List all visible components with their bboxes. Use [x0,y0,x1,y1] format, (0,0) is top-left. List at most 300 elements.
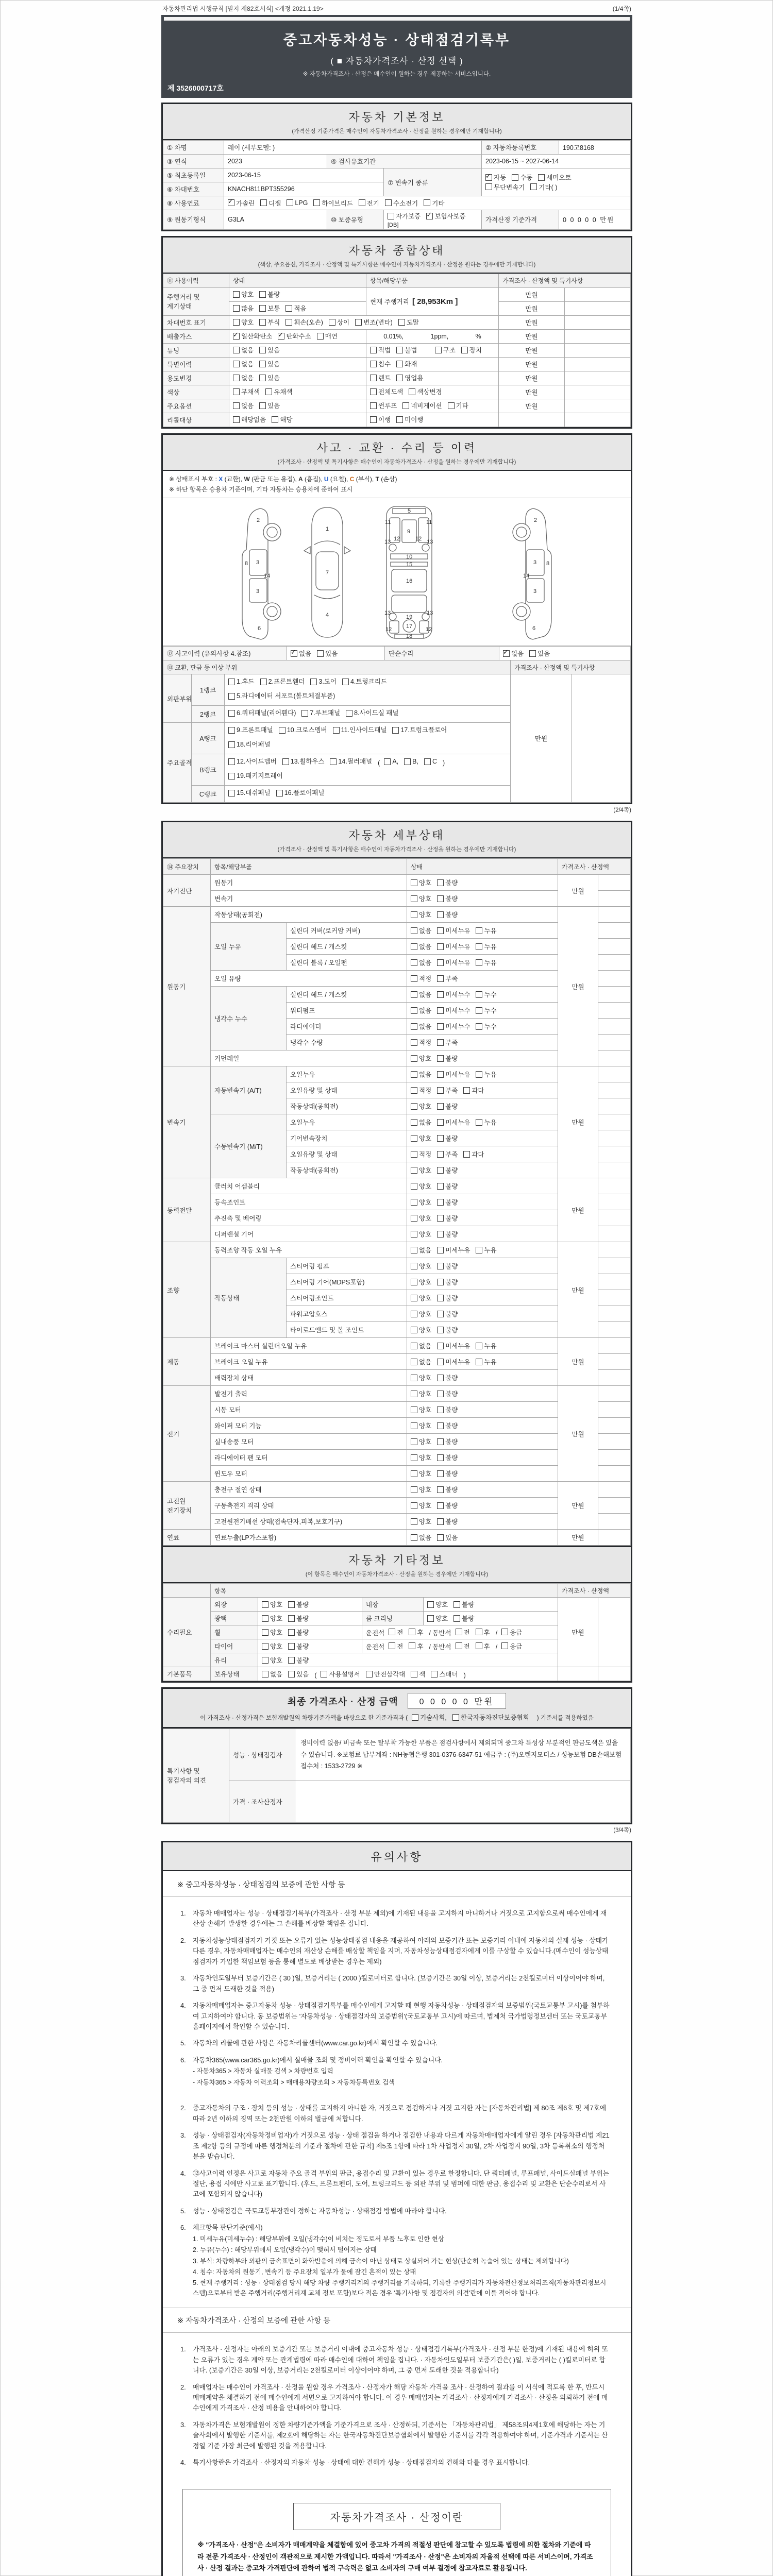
checkbox[interactable] [411,1518,417,1525]
checkbox-option[interactable] [411,1054,431,1063]
checkbox[interactable] [501,1642,508,1649]
checkbox-option[interactable] [476,1006,496,1015]
checkbox-option[interactable] [228,198,255,208]
checkbox[interactable] [329,319,335,326]
checkbox[interactable] [424,758,431,765]
checkbox-option[interactable] [321,1669,360,1679]
checkbox[interactable] [285,305,292,312]
checkbox-option[interactable] [329,317,349,327]
checkbox[interactable] [402,402,409,409]
checkbox[interactable] [411,1055,417,1062]
checkbox-option[interactable] [411,1309,431,1318]
checkbox-option[interactable] [233,331,272,341]
checkbox[interactable] [276,790,283,796]
checkbox-option[interactable] [262,1655,282,1665]
checkbox[interactable] [411,1359,417,1365]
checkbox-option[interactable] [476,958,496,967]
checkbox-option[interactable] [310,675,337,688]
checkbox[interactable] [411,879,417,886]
checkbox-option[interactable] [411,1133,431,1143]
checkbox[interactable] [228,758,235,765]
checkbox[interactable] [426,213,433,219]
checkbox[interactable] [346,710,352,717]
checkbox[interactable] [411,1422,417,1429]
checkbox-option[interactable] [279,724,327,737]
checkbox-option[interactable] [437,1197,458,1207]
checkbox[interactable] [437,1279,444,1285]
checkbox-option[interactable] [411,1277,431,1286]
checkbox-option[interactable] [437,1341,470,1350]
checkbox-option[interactable] [437,1261,458,1270]
checkbox-option[interactable] [409,387,442,396]
checkbox[interactable] [476,1247,482,1253]
checkbox[interactable] [385,199,392,206]
checkbox[interactable] [259,375,266,381]
checkbox-option[interactable] [359,198,379,208]
checkbox-option[interactable] [437,990,470,999]
checkbox[interactable] [411,1247,417,1253]
checkbox-option[interactable] [476,942,496,951]
checkbox[interactable] [355,319,362,326]
checkbox[interactable] [233,361,240,367]
checkbox-option[interactable] [291,649,311,658]
checkbox[interactable] [476,991,482,998]
checkbox-option[interactable] [476,1245,496,1255]
checkbox-option[interactable] [411,1533,431,1542]
checkbox-option[interactable] [233,401,254,410]
checkbox-option[interactable] [424,198,444,208]
checkbox[interactable] [310,679,317,685]
checkbox[interactable] [411,1119,417,1126]
checkbox[interactable] [411,1470,417,1477]
checkbox[interactable] [233,291,240,298]
checkbox-option[interactable] [301,707,340,720]
checkbox-option[interactable] [228,707,296,720]
checkbox-option[interactable] [476,1357,496,1366]
checkbox-option[interactable] [437,1293,458,1302]
checkbox-option[interactable] [288,1655,309,1665]
checkbox-option[interactable] [288,1669,309,1679]
checkbox[interactable] [453,1615,460,1622]
checkbox-option[interactable] [435,345,456,354]
checkbox[interactable] [282,758,289,765]
checkbox-option[interactable] [411,1149,431,1159]
checkbox[interactable] [437,1023,444,1030]
checkbox-option[interactable] [411,1086,431,1095]
checkbox[interactable] [452,1714,459,1721]
checkbox[interactable] [476,1007,482,1014]
checkbox-option[interactable] [233,373,254,382]
checkbox[interactable] [389,1642,395,1649]
checkbox[interactable] [285,319,292,326]
checkbox[interactable] [233,375,240,381]
checkbox[interactable] [396,347,403,353]
checkbox[interactable] [262,1657,268,1664]
checkbox[interactable] [485,174,492,181]
checkbox[interactable] [437,1055,444,1062]
checkbox-option[interactable] [437,1165,458,1175]
checkbox[interactable] [411,895,417,902]
checkbox-option[interactable] [370,387,403,396]
checkbox-option[interactable] [476,1341,496,1350]
checkbox-option[interactable] [342,675,387,688]
checkbox-option[interactable] [512,173,532,182]
checkbox-option[interactable] [437,894,458,903]
checkbox-option[interactable] [333,724,387,737]
checkbox[interactable] [431,1671,438,1677]
checkbox[interactable] [437,1007,444,1014]
checkbox[interactable] [437,943,444,950]
checkbox-option[interactable] [437,1149,458,1159]
checkbox-option[interactable] [476,1070,496,1079]
checkbox-option[interactable] [370,359,391,368]
checkbox-option[interactable] [411,1101,431,1111]
checkbox[interactable] [411,1406,417,1413]
checkbox-option[interactable] [272,415,292,424]
checkbox-option[interactable] [388,211,421,221]
checkbox[interactable] [529,650,536,657]
checkbox-option[interactable] [411,1405,431,1414]
checkbox[interactable] [321,1671,327,1677]
checkbox-option[interactable] [411,958,431,967]
checkbox[interactable] [228,741,235,748]
checkbox[interactable] [411,1103,417,1110]
checkbox[interactable] [301,710,308,717]
checkbox[interactable] [411,927,417,934]
checkbox-option[interactable] [437,1054,458,1063]
checkbox[interactable] [288,1671,295,1677]
checkbox[interactable] [259,402,266,409]
checkbox-option[interactable] [411,1325,431,1334]
checkbox[interactable] [448,402,455,409]
checkbox-option[interactable] [411,1421,431,1430]
checkbox-option[interactable] [288,1628,309,1637]
checkbox[interactable] [411,1486,417,1493]
checkbox[interactable] [538,174,545,181]
checkbox-option[interactable] [529,649,550,658]
checkbox-option[interactable] [411,974,431,983]
checkbox-option[interactable] [437,1070,470,1079]
checkbox[interactable] [461,347,468,353]
checkbox-option[interactable] [427,1600,448,1609]
checkbox[interactable] [411,1039,417,1046]
checkbox-option[interactable] [411,878,431,887]
checkbox[interactable] [228,199,234,206]
checkbox-option[interactable] [501,1641,522,1651]
checkbox-option[interactable] [437,1277,458,1286]
checkbox-option[interactable] [409,1641,423,1651]
checkbox[interactable] [437,1486,444,1493]
checkbox-option[interactable] [317,649,338,658]
checkbox[interactable] [463,1151,470,1158]
checkbox[interactable] [409,1642,415,1649]
checkbox[interactable] [278,333,284,340]
checkbox-option[interactable] [282,755,325,768]
checkbox-option[interactable] [431,1669,458,1679]
checkbox-option[interactable] [437,926,470,935]
checkbox-option[interactable] [411,894,431,903]
checkbox[interactable] [370,347,377,353]
checkbox[interactable] [437,1103,444,1110]
checkbox[interactable] [396,375,403,381]
checkbox[interactable] [411,1311,417,1317]
checkbox[interactable] [411,1327,417,1333]
checkbox[interactable] [435,347,442,353]
checkbox[interactable] [291,650,297,657]
checkbox-option[interactable] [476,1022,496,1031]
checkbox-option[interactable] [437,1421,458,1430]
checkbox[interactable] [409,1629,415,1635]
checkbox[interactable] [437,879,444,886]
checkbox-option[interactable] [396,345,417,354]
checkbox-option[interactable] [437,1485,458,1494]
checkbox-option[interactable] [276,787,325,800]
checkbox[interactable] [411,1502,417,1509]
checkbox[interactable] [366,1671,373,1677]
checkbox-option[interactable] [370,345,391,354]
checkbox[interactable] [259,319,266,326]
checkbox-option[interactable] [411,1245,431,1255]
checkbox-option[interactable] [411,1213,431,1223]
checkbox[interactable] [228,679,235,685]
checkbox-option[interactable] [228,770,283,783]
checkbox[interactable] [437,1247,444,1253]
checkbox[interactable] [476,1359,482,1365]
checkbox-option[interactable] [463,1149,484,1159]
checkbox-option[interactable] [437,974,458,983]
checkbox-option[interactable] [411,1357,431,1366]
checkbox[interactable] [233,347,240,353]
checkbox[interactable] [411,1071,417,1078]
checkbox[interactable] [411,943,417,950]
checkbox[interactable] [437,1311,444,1317]
checkbox-option[interactable] [452,1713,529,1722]
checkbox-option[interactable] [437,942,470,951]
checkbox-option[interactable] [396,373,423,382]
checkbox-option[interactable] [259,401,280,410]
checkbox[interactable] [453,1601,460,1608]
checkbox-option[interactable] [366,1669,405,1679]
checkbox-option[interactable] [233,303,254,313]
checkbox-option[interactable] [288,1614,309,1623]
checkbox[interactable] [437,1343,444,1349]
checkbox-option[interactable] [411,1229,431,1239]
checkbox-option[interactable] [463,1086,484,1095]
checkbox[interactable] [456,1642,462,1649]
checkbox-option[interactable] [411,1006,431,1015]
checkbox-option[interactable] [411,1373,431,1382]
checkbox-option[interactable] [411,1341,431,1350]
checkbox[interactable] [259,291,266,298]
checkbox[interactable] [437,959,444,966]
checkbox[interactable] [476,1119,482,1126]
checkbox-option[interactable] [411,1293,431,1302]
checkbox[interactable] [233,333,240,340]
checkbox-option[interactable] [370,415,391,424]
checkbox[interactable] [437,1391,444,1397]
checkbox[interactable] [228,693,235,700]
checkbox[interactable] [404,758,411,765]
checkbox-option[interactable] [233,345,254,354]
checkbox-option[interactable] [437,1309,458,1318]
checkbox[interactable] [233,402,240,409]
checkbox-option[interactable] [411,1070,431,1079]
checkbox-option[interactable] [411,1501,431,1510]
checkbox-option[interactable] [437,1469,458,1478]
checkbox-option[interactable] [411,1485,431,1494]
checkbox[interactable] [476,1642,482,1649]
checkbox[interactable] [411,1167,417,1174]
checkbox-option[interactable] [259,359,280,368]
checkbox-option[interactable] [262,1628,282,1637]
checkbox[interactable] [456,1629,462,1635]
checkbox-option[interactable] [233,387,260,396]
checkbox-option[interactable] [265,387,292,396]
checkbox-option[interactable] [260,198,281,208]
checkbox-option[interactable] [262,1669,282,1679]
checkbox-option[interactable] [288,1641,309,1651]
checkbox-option[interactable] [437,1517,458,1526]
checkbox-option[interactable] [437,1086,458,1095]
checkbox-option[interactable] [411,1453,431,1462]
checkbox[interactable] [333,727,340,734]
checkbox-option[interactable] [317,331,338,341]
checkbox-option[interactable] [411,1181,431,1191]
checkbox[interactable] [279,727,285,734]
checkbox-option[interactable] [389,1628,403,1637]
checkbox-option[interactable] [461,345,482,354]
checkbox[interactable] [437,991,444,998]
checkbox[interactable] [437,975,444,982]
checkbox-option[interactable] [437,1245,470,1255]
checkbox[interactable] [503,650,510,657]
checkbox-option[interactable] [259,373,280,382]
checkbox[interactable] [437,1119,444,1126]
checkbox[interactable] [437,911,444,918]
checkbox-option[interactable] [453,1600,474,1609]
checkbox-option[interactable] [411,1437,431,1446]
checkbox-option[interactable] [396,359,417,368]
checkbox-option[interactable] [262,1600,282,1609]
checkbox[interactable] [370,361,377,367]
checkbox-option[interactable] [288,1600,309,1609]
checkbox[interactable] [411,975,417,982]
checkbox-option[interactable] [259,290,280,299]
checkbox-option[interactable] [485,173,506,182]
checkbox[interactable] [437,1135,444,1142]
checkbox[interactable] [411,1183,417,1190]
checkbox-option[interactable] [437,1357,470,1366]
checkbox-option[interactable] [437,1117,470,1127]
checkbox-option[interactable] [389,1641,403,1651]
checkbox[interactable] [411,911,417,918]
checkbox[interactable] [262,1615,268,1622]
checkbox-option[interactable] [411,1038,431,1047]
checkbox[interactable] [412,1714,418,1721]
checkbox-option[interactable] [411,1261,431,1270]
checkbox[interactable] [437,927,444,934]
checkbox[interactable] [370,402,377,409]
checkbox-option[interactable] [285,303,306,313]
checkbox-option[interactable] [538,173,571,182]
checkbox-option[interactable] [355,317,393,327]
checkbox[interactable] [411,1151,417,1158]
checkbox[interactable] [370,388,377,395]
checkbox-option[interactable] [233,317,254,327]
checkbox[interactable] [437,1438,444,1445]
checkbox[interactable] [370,375,377,381]
checkbox-option[interactable] [262,1614,282,1623]
checkbox-option[interactable] [259,345,280,354]
checkbox[interactable] [396,361,403,367]
checkbox[interactable] [288,1601,295,1608]
checkbox[interactable] [265,388,272,395]
checkbox-option[interactable] [453,1614,474,1623]
checkbox-option[interactable] [370,401,397,410]
checkbox[interactable] [427,1601,434,1608]
checkbox[interactable] [259,347,266,353]
checkbox[interactable] [476,1023,482,1030]
checkbox[interactable] [396,416,403,423]
checkbox-option[interactable] [233,290,254,299]
checkbox[interactable] [437,1518,444,1525]
checkbox[interactable] [411,1343,417,1349]
checkbox[interactable] [288,1657,295,1664]
checkbox-option[interactable] [228,675,255,688]
checkbox[interactable] [437,1167,444,1174]
checkbox-option[interactable] [437,1453,458,1462]
checkbox[interactable] [411,1087,417,1094]
checkbox-option[interactable] [437,1229,458,1239]
checkbox-option[interactable] [448,401,468,410]
checkbox-option[interactable] [437,1533,458,1542]
checkbox[interactable] [411,1671,417,1677]
checkbox-option[interactable] [404,755,418,768]
checkbox[interactable] [437,1199,444,1206]
checkbox-option[interactable] [385,198,418,208]
checkbox-option[interactable] [437,1501,458,1510]
checkbox-option[interactable] [396,415,423,424]
checkbox-option[interactable] [456,1628,470,1637]
checkbox[interactable] [476,1629,482,1635]
checkbox[interactable] [392,727,399,734]
checkbox-option[interactable] [262,1641,282,1651]
checkbox-option[interactable] [501,1628,522,1637]
checkbox[interactable] [260,679,267,685]
checkbox[interactable] [359,199,365,206]
checkbox[interactable] [437,1422,444,1429]
checkbox[interactable] [384,758,391,765]
checkbox[interactable] [437,1071,444,1078]
checkbox[interactable] [437,1534,444,1541]
checkbox-option[interactable] [476,926,496,935]
checkbox-option[interactable] [411,990,431,999]
checkbox-option[interactable] [437,1181,458,1191]
checkbox[interactable] [330,758,337,765]
checkbox-option[interactable] [411,1389,431,1398]
checkbox[interactable] [437,1327,444,1333]
checkbox-option[interactable] [285,317,323,327]
checkbox-option[interactable] [476,1117,496,1127]
checkbox[interactable] [424,199,430,206]
checkbox[interactable] [411,1263,417,1269]
checkbox-option[interactable] [437,1405,458,1414]
checkbox[interactable] [411,1375,417,1381]
checkbox-option[interactable] [411,1022,431,1031]
checkbox-option[interactable] [476,1641,490,1651]
checkbox-option[interactable] [437,878,458,887]
checkbox[interactable] [388,213,394,219]
